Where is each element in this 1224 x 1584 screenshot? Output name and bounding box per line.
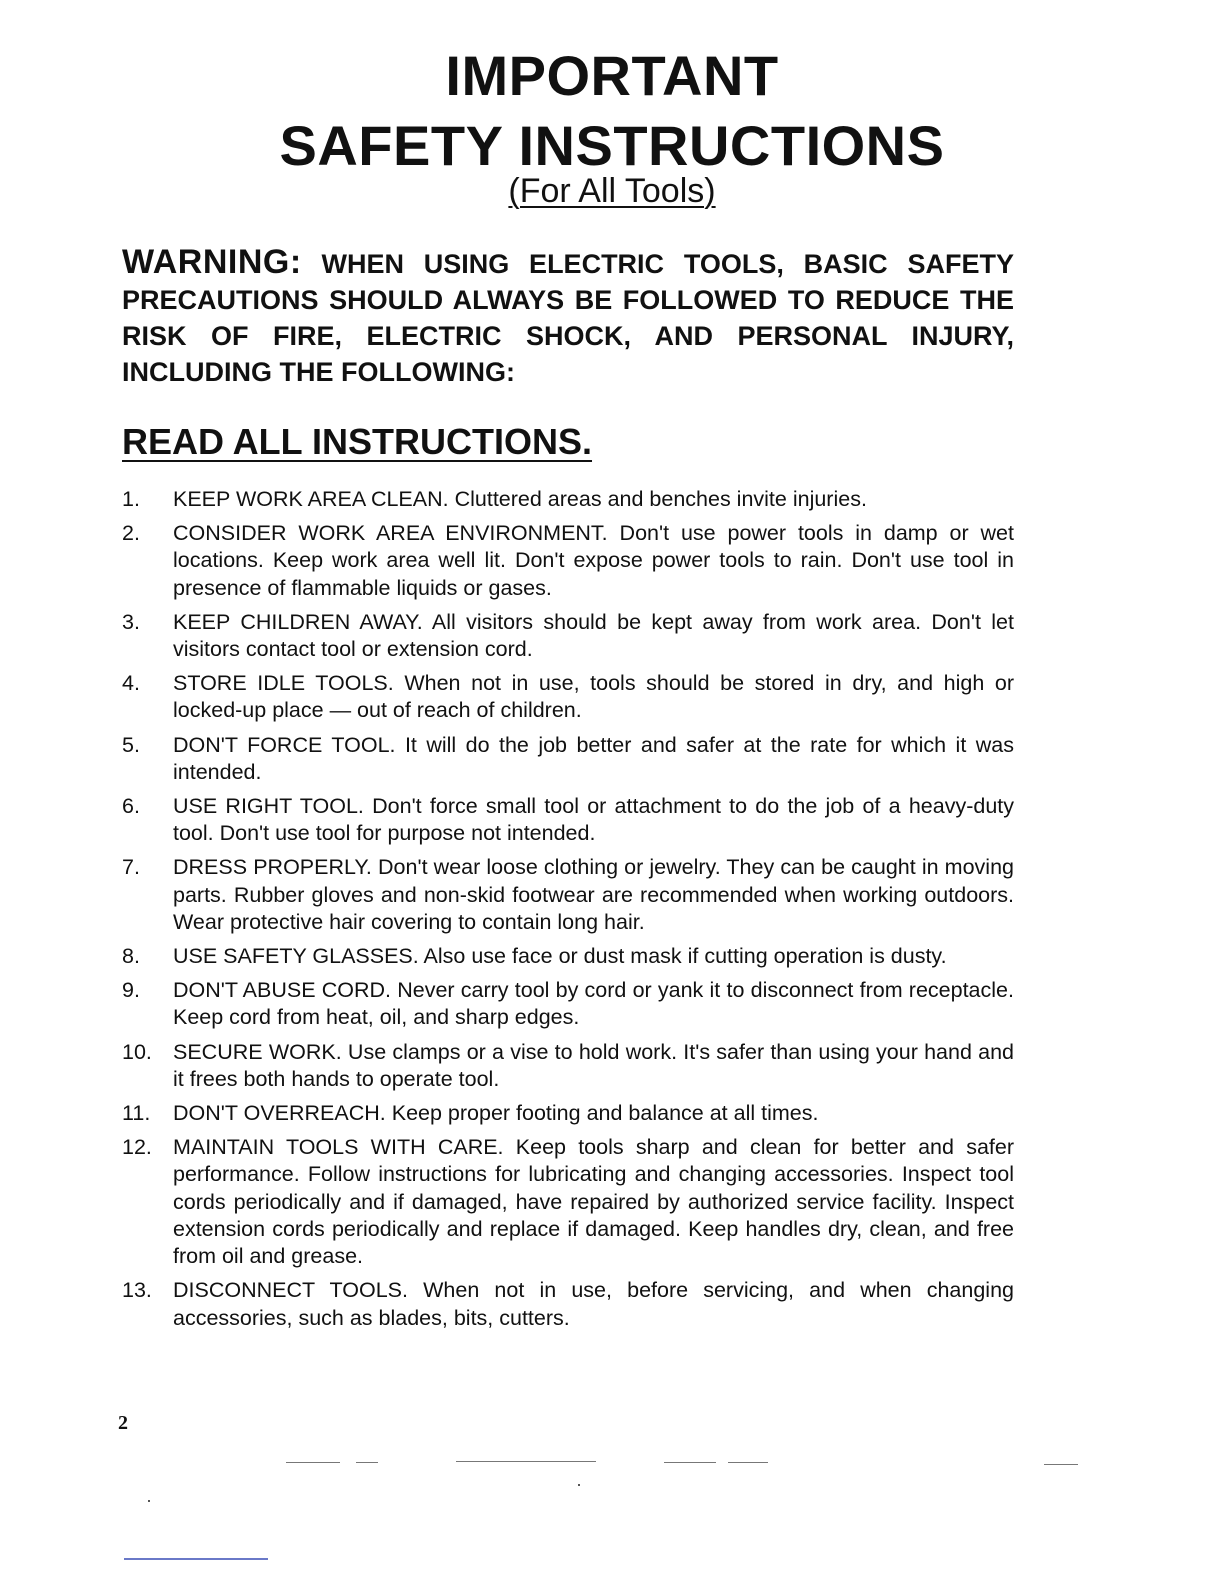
page-title-safety-instructions: SAFETY INSTRUCTIONS xyxy=(279,114,945,177)
item-number: 3. xyxy=(122,609,140,634)
scan-artifact xyxy=(578,1484,580,1486)
subtitle-text: (For All Tools) xyxy=(508,172,716,210)
item-body: Don't use power tools in damp or wet locations. Keep work area well lit. Don't expose power tools to rain. Don't use tool in presence of flammable liquids or gases. xyxy=(173,521,1014,600)
item-body: It will do the job better and safer at the rate for which it was intended. xyxy=(173,732,1014,784)
item-body: Keep tools sharp and clean for better and safer performance. Follow instructions for lubricating and changing accessories. Inspect tool cords periodically and if damaged, have repaired by authorized service facility. Inspect extension cords periodically and replace if damaged. Keep handles dry, clean, and free from oil and grease. xyxy=(173,1135,1014,1269)
item-heading: SECURE WORK. xyxy=(173,1039,342,1064)
warning-text: WHEN USING ELECTRIC TOOLS, BASIC SAFETY PRECAUTIONS SHOULD ALWAYS BE FOLLOWED TO REDUCE THE RISK OF FIRE, ELECTRIC SHOCK, AND PERSONAL INJURY, INCLUDING THE FOLLOWING: xyxy=(122,249,1014,387)
instruction-item xyxy=(122,793,1014,848)
instruction-item xyxy=(122,1277,1014,1332)
item-number: 1. xyxy=(122,487,140,511)
item-heading: DRESS PROPERLY. xyxy=(173,855,372,880)
item-number: 8. xyxy=(122,944,140,969)
item-heading: USE RIGHT TOOL. xyxy=(173,793,364,818)
read-all-heading: READ ALL INSTRUCTIONS. xyxy=(122,421,593,462)
item-heading: CONSIDER WORK AREA ENVIRONMENT. xyxy=(173,521,608,546)
item-number: 6. xyxy=(122,793,140,818)
instruction-item xyxy=(122,854,1014,936)
instruction-item xyxy=(122,943,1014,970)
item-number: 4. xyxy=(122,671,140,696)
item-heading: DON'T ABUSE CORD. xyxy=(173,978,392,1003)
item-heading: DON'T FORCE TOOL. xyxy=(173,732,396,757)
scan-artifact xyxy=(1044,1464,1078,1465)
item-heading: DISCONNECT TOOLS. xyxy=(173,1278,408,1303)
warning-paragraph xyxy=(122,244,1014,390)
instruction-item xyxy=(122,520,1014,602)
scan-artifact xyxy=(124,1558,268,1560)
item-body: All visitors should be kept away from work area. Don't let visitors contact tool or extension cord. xyxy=(173,609,1014,662)
item-number: 13. xyxy=(122,1278,152,1303)
item-body: Don't force small tool or attachment to do the job of a heavy-duty tool. Don't use tool for purpose not intended. xyxy=(173,793,1014,846)
instruction-item xyxy=(122,609,1014,664)
scan-artifact xyxy=(664,1462,716,1463)
instruction-item xyxy=(122,486,1014,513)
page-number: 2 xyxy=(118,1412,128,1434)
item-body: When not in use, tools should be stored in dry, and high or locked-up place — out of reach of children. xyxy=(173,671,1014,723)
warning-label: WARNING: xyxy=(122,243,302,281)
scan-artifact xyxy=(456,1461,596,1462)
item-body: When not in use, before servicing, and when changing accessories, such as blades, bits, cutters. xyxy=(173,1278,1014,1330)
scan-artifact xyxy=(286,1462,340,1463)
item-heading: KEEP CHILDREN AWAY. xyxy=(173,609,423,634)
item-number: 12. xyxy=(122,1135,152,1159)
instruction-item xyxy=(122,1039,1014,1094)
item-number: 5. xyxy=(122,732,140,757)
item-body: Also use face or dust mask if cutting operation is dusty. xyxy=(418,944,947,969)
item-heading: USE SAFETY GLASSES. xyxy=(173,944,419,969)
instruction-item xyxy=(122,670,1014,725)
scan-artifact xyxy=(356,1462,378,1463)
item-body: Keep proper footing and balance at all times. xyxy=(385,1100,819,1125)
scan-artifact xyxy=(728,1462,768,1463)
instruction-item xyxy=(122,1134,1014,1270)
item-body: Never carry tool by cord or yank it to disconnect from receptacle. Keep cord from heat, oil, and sharp edges. xyxy=(173,978,1014,1030)
item-body: Don't wear loose clothing or jewelry. They can be caught in moving parts. Rubber gloves and non-skid footwear are recommended when working outdoors. Wear protective hair covering to contain long hair. xyxy=(173,855,1014,934)
item-body: Use clamps or a vise to hold work. It's safer than using your hand and it frees both hands to operate tool. xyxy=(173,1039,1014,1091)
item-heading: KEEP WORK AREA CLEAN. xyxy=(173,487,449,511)
item-number: 11. xyxy=(122,1100,151,1125)
item-number: 9. xyxy=(122,978,140,1003)
scan-artifact xyxy=(148,1500,150,1502)
item-number: 7. xyxy=(122,855,140,880)
item-heading: MAINTAIN TOOLS WITH CARE. xyxy=(173,1135,504,1159)
item-heading: DON'T OVERREACH. xyxy=(173,1100,386,1125)
instruction-item xyxy=(122,732,1014,787)
instruction-item xyxy=(122,1100,1014,1127)
page-title-important: IMPORTANT xyxy=(445,44,779,107)
instruction-item xyxy=(122,977,1014,1032)
item-number: 10. xyxy=(122,1039,152,1064)
item-body: Cluttered areas and benches invite injuries. xyxy=(448,487,867,511)
item-number: 2. xyxy=(122,521,140,546)
item-heading: STORE IDLE TOOLS. xyxy=(173,671,394,696)
page-subtitle xyxy=(0,170,1224,212)
instruction-list xyxy=(122,486,1014,1339)
